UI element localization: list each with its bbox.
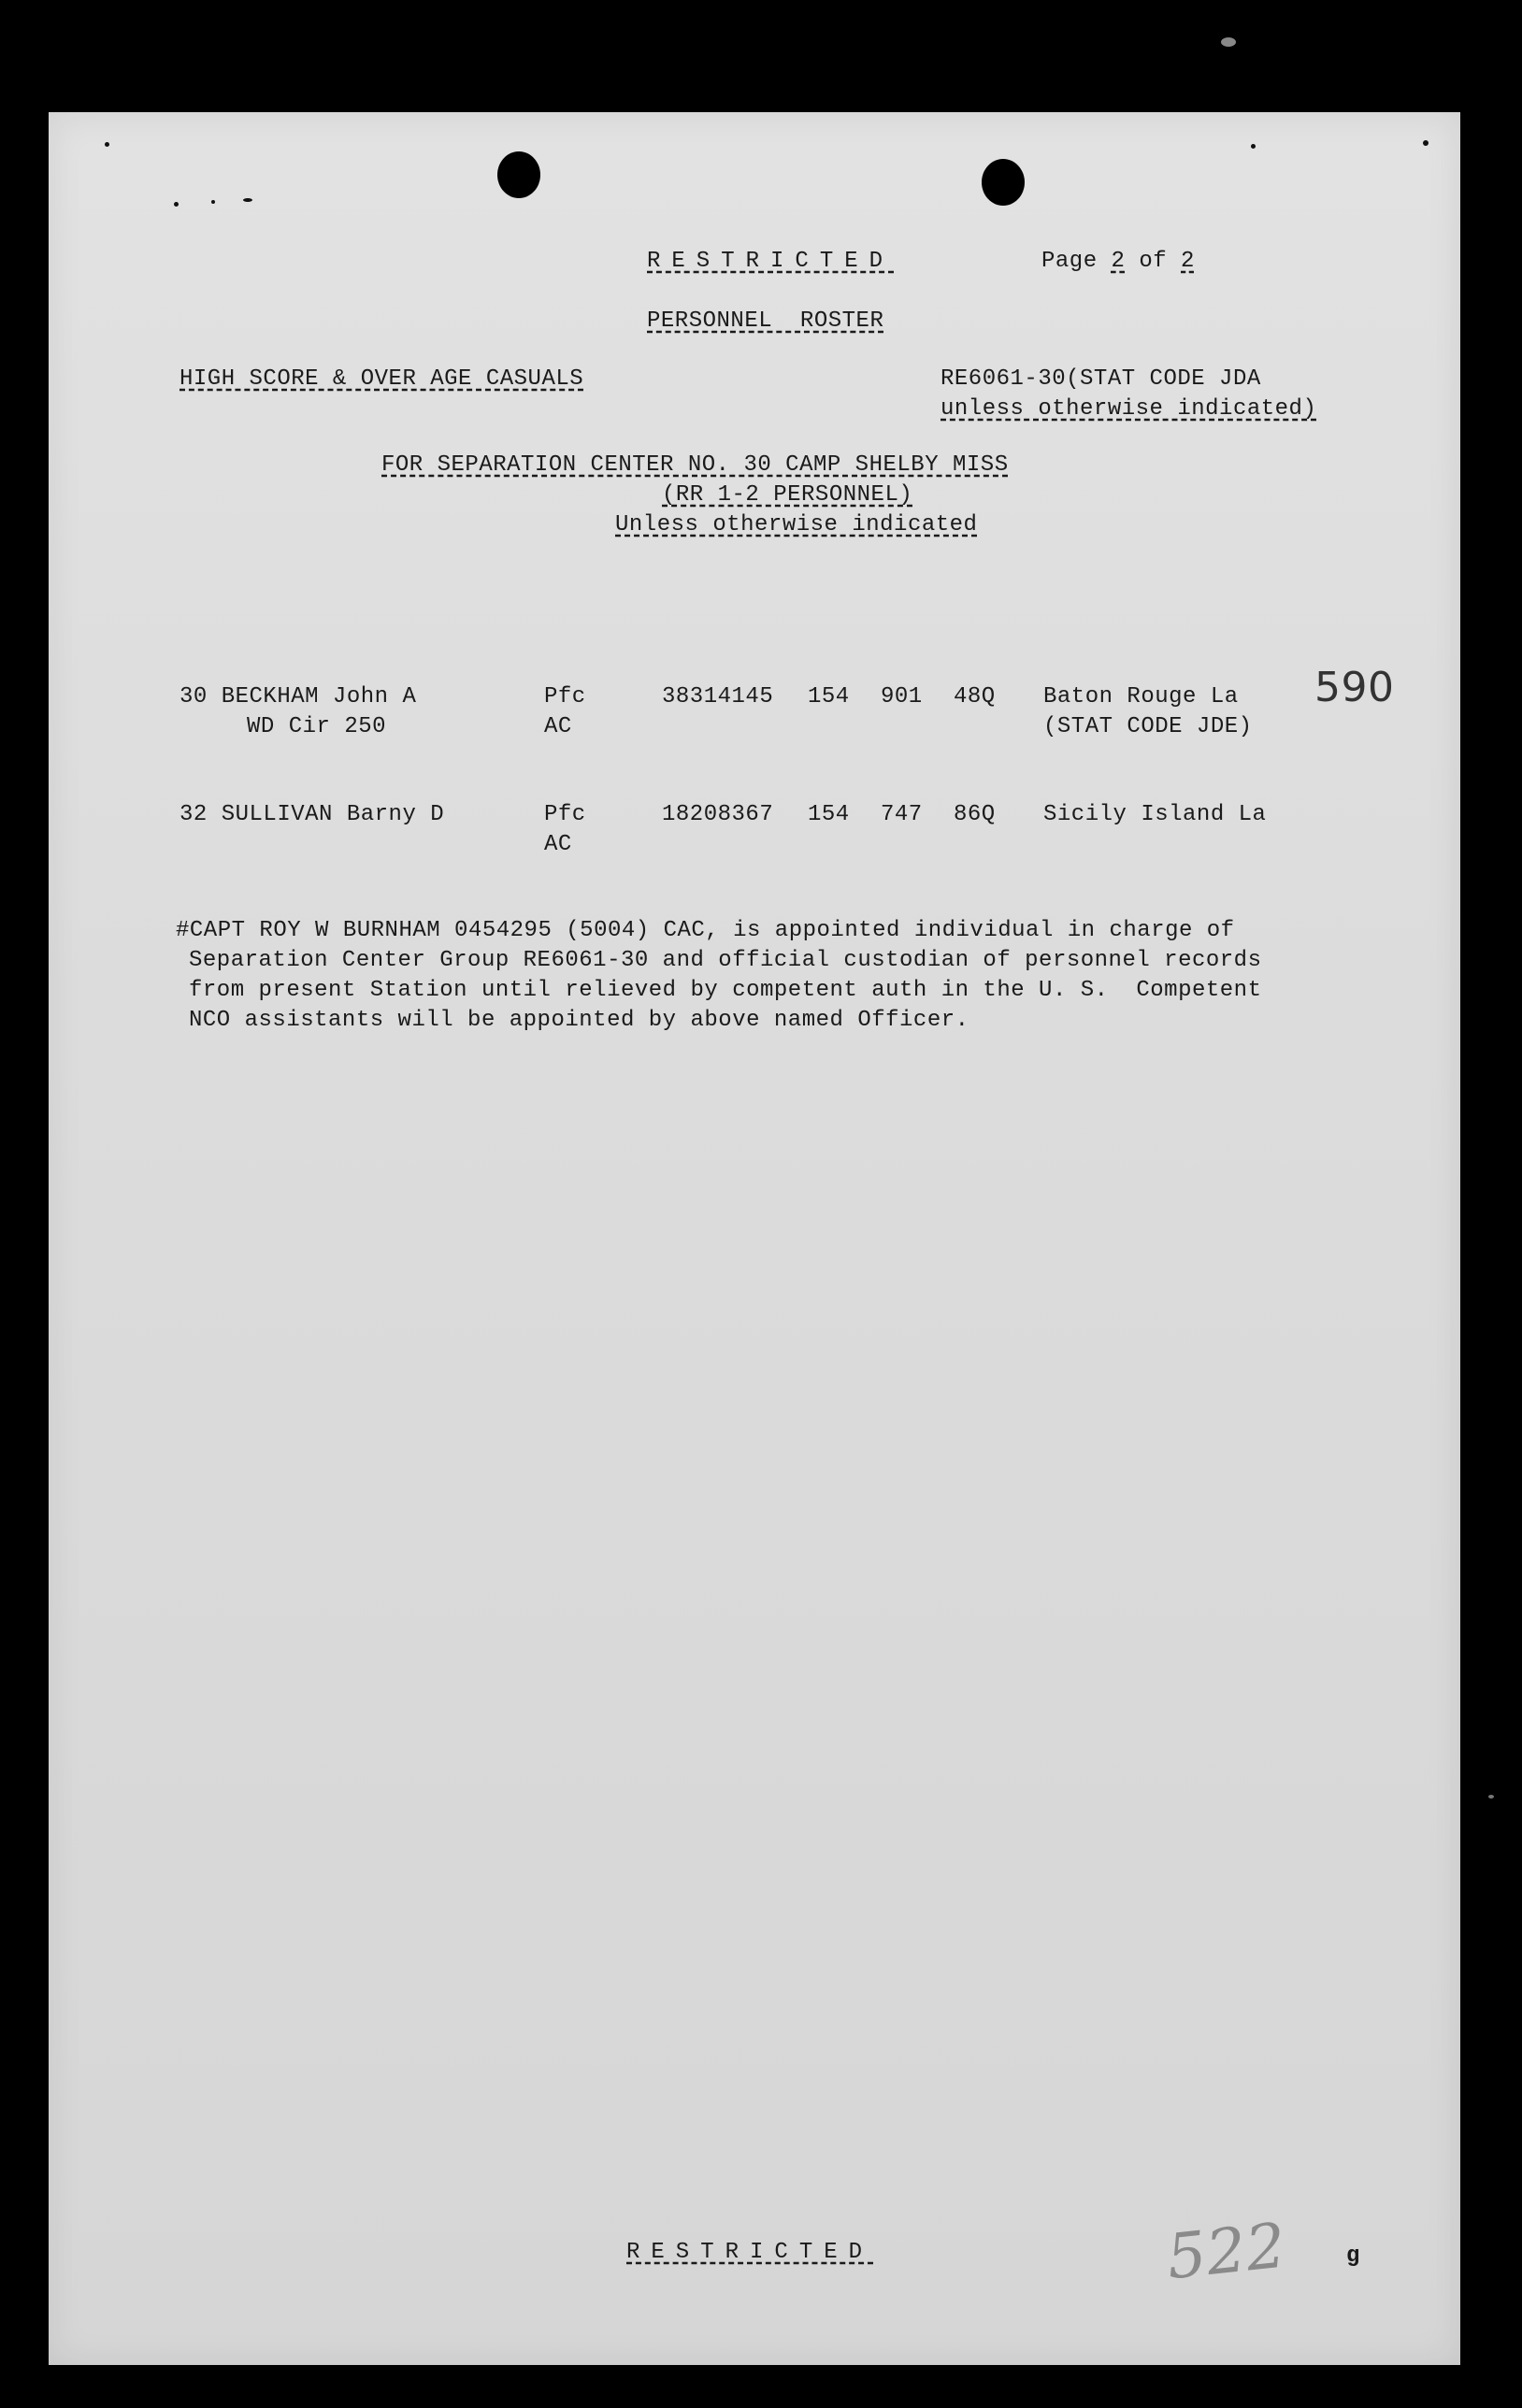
group-title: HIGH SCORE & OVER AGE CASUALS	[179, 366, 584, 392]
roster-serial: 38314145	[662, 684, 774, 710]
note-line: NCO assistants will be appointed by above named Officer.	[189, 1008, 969, 1033]
ink-speck	[1488, 1795, 1494, 1799]
destination-line3: Unless otherwise indicated	[615, 512, 978, 538]
ink-speck	[1221, 37, 1236, 47]
page-label: Page	[1041, 249, 1098, 274]
roster-home-note: (STAT CODE JDE)	[1043, 714, 1253, 739]
page-indicator	[1041, 249, 1195, 274]
classification-top: RESTRICTED	[647, 249, 895, 274]
document-page	[49, 112, 1460, 2365]
roster-branch: AC	[544, 714, 572, 739]
corner-mark: g	[1346, 2243, 1360, 2269]
ink-speck	[211, 200, 215, 204]
ink-speck	[243, 198, 252, 202]
roster-serial: 18208367	[662, 802, 774, 827]
roster-branch: AC	[544, 832, 572, 857]
ink-speck	[105, 142, 109, 147]
classification-bottom: RESTRICTED	[626, 2240, 874, 2265]
roster-no-name: 30 BECKHAM John A	[179, 684, 417, 710]
group-ref-line2: unless otherwise indicated)	[940, 396, 1317, 422]
handwritten-number: 522	[1163, 2209, 1290, 2294]
roster-col-c: 86Q	[954, 802, 996, 827]
note-line: from present Station until relieved by competent auth in the U. S. Competent	[189, 978, 1262, 1003]
roster-home: Baton Rouge La	[1043, 684, 1239, 710]
roster-col-a: 154	[808, 684, 850, 710]
page-of: of	[1139, 249, 1168, 274]
ink-speck	[174, 202, 179, 207]
punch-hole-right	[982, 159, 1025, 206]
roster-col-b: 747	[881, 802, 923, 827]
roster-col-a: 154	[808, 802, 850, 827]
punch-hole-left	[497, 151, 540, 198]
roster-col-c: 48Q	[954, 684, 996, 710]
group-ref-line1: RE6061-30(STAT CODE JDA	[940, 366, 1261, 392]
roster-title: PERSONNEL ROSTER	[647, 308, 884, 334]
destination-line1: FOR SEPARATION CENTER NO. 30 CAMP SHELBY MISS	[381, 452, 1009, 478]
destination-line2: (RR 1-2 PERSONNEL)	[662, 482, 913, 508]
roster-col-b: 901	[881, 684, 923, 710]
note-line: #CAPT ROY W BURNHAM 0454295 (5004) CAC, is appointed individual in charge of	[176, 918, 1235, 943]
roster-sub-note: WD Cir 250	[247, 714, 387, 739]
roster-no-name: 32 SULLIVAN Barny D	[179, 802, 445, 827]
page-number: 2	[1111, 249, 1126, 274]
ink-speck	[1423, 140, 1429, 146]
page-total: 2	[1181, 249, 1195, 274]
note-line: Separation Center Group RE6061-30 and official custodian of personnel records	[189, 948, 1262, 973]
roster-home: Sicily Island La	[1043, 802, 1267, 827]
roster-grade: Pfc	[544, 684, 586, 710]
roster-grade: Pfc	[544, 802, 586, 827]
ink-speck	[1251, 144, 1256, 149]
side-number: 590	[1314, 664, 1395, 711]
